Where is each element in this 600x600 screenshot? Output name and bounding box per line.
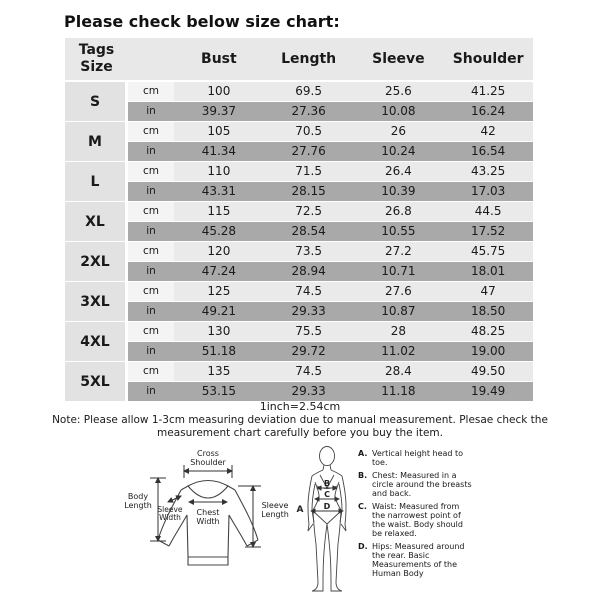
measurement-value: 26.4 [385,164,412,178]
table-row [65,282,533,321]
measurement-value: 29.33 [291,384,326,398]
measurement-value: 74.5 [295,364,322,378]
measure-row-cm [128,362,533,381]
measurement-value: 16.54 [470,144,506,158]
measure-row-in [128,262,533,281]
table-row [65,122,533,161]
measurement-value: 28.4 [385,364,412,378]
measurement-value: 75.5 [295,324,322,338]
column-header-sleeve: Sleeve [372,51,425,67]
measurement-value: 45.28 [201,224,237,238]
legend-item-a [358,449,472,467]
measurement-value: 17.03 [470,184,506,198]
unit-label: cm [128,122,174,141]
measure-rows [128,322,533,361]
body-length-label: Body [127,492,149,501]
unit-label: cm [128,282,174,301]
marker-c: C [324,490,330,499]
measurement-value: 42 [480,124,496,138]
measurement-value: 45.75 [470,244,506,258]
measure-row-cm [128,202,533,221]
marker-a: A [296,505,304,515]
unit-label: in [146,265,156,277]
legend-key-a: A. [358,449,368,458]
header-size-label: Size [80,59,113,75]
measurement-value: 28 [390,324,407,338]
body-outline [308,447,346,592]
measurement-value: 10.24 [381,144,416,158]
unit-label: in [146,185,156,197]
measurement-value: 19.49 [470,384,506,398]
measurement-value: 53.15 [201,384,237,398]
measure-row-in [128,102,533,121]
measure-row-in [128,382,533,401]
svg-text:Width: Width [159,513,181,522]
measurement-value: 19.00 [470,344,506,358]
page-title: Please check below size chart: [64,12,340,31]
measure-row-cm [128,242,533,261]
unit-label: cm [128,362,174,381]
size-label: XL [65,202,125,241]
measurement-legend [358,449,472,582]
measure-rows [128,282,533,321]
legend-key-b: B. [358,471,368,480]
svg-text:Width: Width [196,517,220,526]
measure-rows [128,82,533,121]
legend-key-c: C. [358,502,367,511]
measurement-value: 115 [207,204,231,218]
measure-row-cm [128,82,533,101]
measurement-value: 26 [390,124,407,138]
sleeve-width-label: Sleeve [157,505,183,514]
size-table-body [65,82,533,401]
measurement-value: 11.18 [381,384,416,398]
unit-label: cm [128,242,174,261]
measurement-value: 48.25 [470,324,506,338]
measurement-value: 110 [207,164,231,178]
measurement-value: 135 [207,364,231,378]
legend-text-c: Waist: Measured from the narrowest point of the waist. Body should be relaxed. [372,502,463,538]
measurement-value: 120 [207,244,231,258]
unit-label: cm [128,82,174,101]
table-row [65,242,533,281]
legend-text-b: Chest: Measured in a circle around the breasts and back. [372,471,472,498]
measurement-value: 11.02 [381,344,416,358]
garment-labels [124,449,289,526]
measurement-value: 18.01 [470,264,506,278]
measurement-value: 49.21 [201,304,237,318]
measurement-value: 69.5 [295,84,322,98]
measurement-value: 16.24 [470,104,506,118]
table-row [65,362,533,401]
measurement-value: 51.18 [201,344,237,358]
measurement-value: 28.94 [291,264,326,278]
measurement-value: 70.5 [295,124,322,138]
size-label: 5XL [65,362,125,401]
size-label: 4XL [65,322,125,361]
table-row [65,82,533,121]
header-tags-size [65,42,128,77]
measurement-value: 29.72 [291,344,326,358]
measurement-value: 49.50 [470,364,506,378]
measurement-value: 10.71 [381,264,416,278]
table-row [65,202,533,241]
measurement-value: 73.5 [295,244,322,258]
measure-row-cm [128,282,533,301]
measurement-value: 28.54 [291,224,326,238]
legend-item-d [358,542,472,578]
marker-d: D [323,502,331,511]
size-label: S [65,82,125,121]
unit-label: in [146,225,156,237]
measurement-value: 125 [207,284,231,298]
deviation-note-line1: Note: Please allow 1-3cm measuring deviation due to manual measurement. Plesae check the [52,414,548,426]
table-row [65,162,533,201]
garment-measurement-diagram [118,444,313,594]
measurement-value: 27.76 [291,144,326,158]
column-header-shoulder: Shoulder [452,51,524,67]
measurement-value: 29.33 [291,304,326,318]
measure-row-in [128,222,533,241]
measurement-value: 39.37 [201,104,237,118]
measure-rows [128,202,533,241]
unit-label: in [146,105,156,117]
svg-text:Length: Length [261,510,289,519]
measurement-value: 72.5 [295,204,322,218]
deviation-note-line2: measurement chart carefully before you buy the item. [157,427,443,439]
measurement-value: 43.25 [470,164,506,178]
legend-item-b [358,471,472,498]
measurement-value: 44.5 [474,204,502,218]
measurement-value: 10.55 [381,224,416,238]
measurement-value: 47.24 [201,264,237,278]
measure-rows [128,362,533,401]
measure-row-in [128,302,533,321]
legend-text-a: Vertical height head to toe. [372,449,464,467]
column-header-bust: Bust [201,51,237,67]
size-label: 2XL [65,242,125,281]
size-label: L [65,162,125,201]
size-label: 3XL [65,282,125,321]
measurement-value: 25.6 [385,84,412,98]
size-label: M [65,122,125,161]
measure-row-in [128,342,533,361]
measure-rows [128,122,533,161]
measurement-value: 28.15 [291,184,326,198]
measurement-value: 130 [207,324,231,338]
table-row [65,322,533,361]
svg-text:Length: Length [124,501,152,510]
svg-text:Shoulder: Shoulder [190,458,226,467]
measure-row-cm [128,122,533,141]
conversion-note: 1inch=2.54cm [259,400,341,413]
measurement-value: 100 [207,84,231,98]
marker-b: B [323,479,331,488]
measure-row-cm [128,162,533,181]
measurement-value: 74.5 [295,284,322,298]
unit-label: in [146,305,156,317]
legend-item-c [358,502,472,538]
measurement-value: 47 [480,284,496,298]
measurement-value: 27.6 [385,284,412,298]
unit-label: in [146,345,156,357]
legend-key-d: D. [358,542,368,551]
column-header-length: Length [281,51,337,67]
measure-row-cm [128,322,533,341]
measure-row-in [128,182,533,201]
measurement-value: 41.34 [201,144,237,158]
measure-rows [128,242,533,281]
measurement-value: 26.8 [385,204,412,218]
measure-rows [128,162,533,201]
unit-label: cm [128,322,174,341]
table-header [65,38,533,80]
measurement-value: 27.36 [291,104,326,118]
header-tags-label: Tags [78,41,115,58]
chest-width-label: Chest [196,508,220,517]
unit-label: in [146,385,156,397]
body-measurement-diagram [296,444,358,596]
unit-label: cm [128,202,174,221]
cross-shoulder-label: Cross [197,449,219,458]
measure-row-in [128,142,533,161]
measurement-value: 17.52 [470,224,506,238]
measurement-value: 10.08 [381,104,416,118]
measurement-value: 71.5 [295,164,322,178]
measurement-value: 27.2 [385,244,412,258]
measurement-value: 105 [207,124,231,138]
unit-label: in [146,145,156,157]
measurement-value: 18.50 [470,304,506,318]
measurement-value: 10.39 [381,184,416,198]
legend-text-d: Hips: Measured around the rear. Basic Measurements of the Human Body [372,542,465,578]
unit-label: cm [128,162,174,181]
measurement-value: 10.87 [381,304,416,318]
measurement-value: 43.31 [201,184,237,198]
sleeve-length-label: Sleeve [261,501,289,510]
measurement-value: 41.25 [470,84,506,98]
size-table [65,38,533,402]
